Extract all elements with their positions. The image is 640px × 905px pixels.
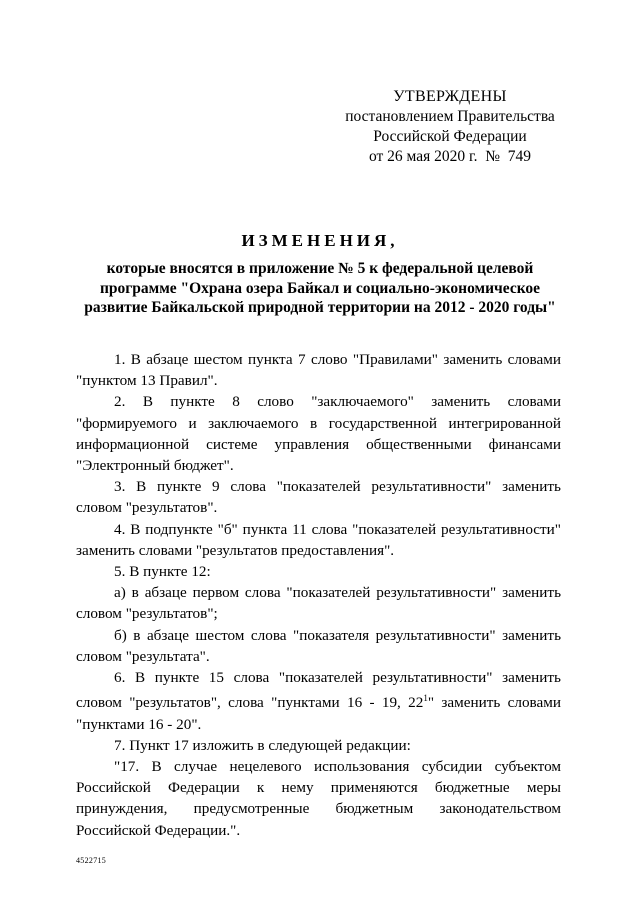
document-subtitle xyxy=(60,259,580,318)
approval-line-date-number: от 26 мая 2020 г. № 749 xyxy=(368,148,532,165)
paragraph-item-5: 5. В пункте 12: xyxy=(114,563,211,581)
paragraph-6-end: " заменить словами "пунктами 16 - 20". xyxy=(76,694,561,733)
paragraph-item-4: 4. В подпункте "б" пункта 11 слова "показателей результативности" заменить словами "результатов предоставления". xyxy=(76,520,561,559)
paragraph-item-5a: а) в абзаце первом слова "показателей результативности" заменить словом "результатов"; xyxy=(76,584,561,623)
paragraph-item-7-quote: "17. В случае нецелевого использования субсидии субъектом Российской Федерации к нему применяются бюджетные меры принуждения, предусмотренные бюджетным законодательством Российской Федерации.". xyxy=(76,757,561,839)
footer-document-code: 4522715 xyxy=(76,856,107,865)
subtitle-line: программе "Охрана озера Байкал и социально-экономическое xyxy=(99,279,541,297)
approval-heading: УТВЕРЖДЕНЫ xyxy=(393,88,507,105)
approval-line-resolution: постановлением Правительства xyxy=(345,108,555,125)
subtitle-line: которые вносятся в приложение № 5 к федеральной целевой xyxy=(106,260,534,277)
paragraph-item-6 xyxy=(76,667,561,735)
paragraph-item-2: 2. В пункте 8 слово "заключаемого" заменить словами "формируемого и заключаемого в государственной интегрированной информационной системе управления общественными финансами "Электронный бюджет". xyxy=(76,393,561,475)
paragraph-item-3: 3. В пункте 9 слова "показателей результативности" заменить словом "результатов". xyxy=(76,478,561,517)
document-title: ИЗМЕНЕНИЯ, xyxy=(241,231,399,250)
paragraph-item-1: 1. В абзаце шестом пункта 7 слово "Правилами" заменить словами "пунктом 13 Правил". xyxy=(76,351,561,390)
paragraph-item-7: 7. Пункт 17 изложить в следующей редакции: xyxy=(114,736,411,754)
approval-line-federation: Российской Федерации xyxy=(373,128,527,145)
paragraph-item-5b: б) в абзаце шестом слова "показателя результативности" заменить словом "результата". xyxy=(76,626,561,665)
document-body xyxy=(76,349,561,841)
subtitle-line: развитие Байкальской природной территории на 2012 - 2020 годы" xyxy=(84,299,556,316)
superscript-1: 1 xyxy=(423,693,428,704)
paragraph-6-start: 6. В пункте 15 слова "показателей результативности" заменить словом "результатов", слова "пунктами 16 - 19, 22 xyxy=(76,669,561,712)
approval-block xyxy=(340,87,560,167)
